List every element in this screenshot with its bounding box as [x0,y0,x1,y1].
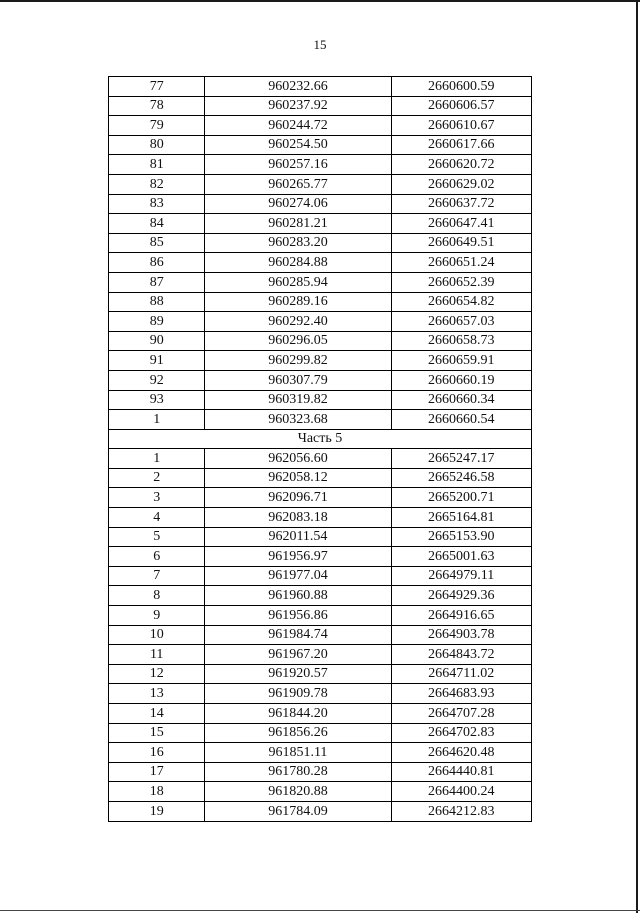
x-coordinate-cell: 960274.06 [205,194,391,214]
table-row [109,272,532,292]
point-number-cell: 13 [109,684,205,704]
scan-edge-right [636,0,638,913]
x-coordinate-cell: 960299.82 [205,351,391,371]
table-row [109,410,532,430]
table-row [109,116,532,136]
point-number-cell: 81 [109,155,205,175]
y-coordinate-cell: 2664400.24 [391,782,532,802]
table-row [109,782,532,802]
y-coordinate-cell: 2660651.24 [391,253,532,273]
x-coordinate-cell: 961967.20 [205,645,391,665]
coordinates-table [108,76,532,822]
section-title: Часть 5 [109,429,532,449]
y-coordinate-cell: 2660660.34 [391,390,532,410]
x-coordinate-cell: 960296.05 [205,331,391,351]
x-coordinate-cell: 961784.09 [205,801,391,821]
table-row [109,762,532,782]
point-number-cell: 91 [109,351,205,371]
point-number-cell: 78 [109,96,205,116]
table-row [109,468,532,488]
x-coordinate-cell: 960319.82 [205,390,391,410]
table-row [109,527,532,547]
x-coordinate-cell: 961909.78 [205,684,391,704]
point-number-cell: 17 [109,762,205,782]
table-row [109,801,532,821]
point-number-cell: 93 [109,390,205,410]
point-number-cell: 88 [109,292,205,312]
x-coordinate-cell: 962096.71 [205,488,391,508]
x-coordinate-cell: 960323.68 [205,410,391,430]
point-number-cell: 90 [109,331,205,351]
point-number-cell: 1 [109,410,205,430]
y-coordinate-cell: 2664212.83 [391,801,532,821]
table-row [109,723,532,743]
page-number: 15 [313,37,327,52]
x-coordinate-cell: 961956.97 [205,547,391,567]
x-coordinate-cell: 961856.26 [205,723,391,743]
point-number-cell: 16 [109,743,205,763]
y-coordinate-cell: 2664702.83 [391,723,532,743]
table-row [109,743,532,763]
x-coordinate-cell: 961920.57 [205,664,391,684]
y-coordinate-cell: 2664916.65 [391,606,532,626]
y-coordinate-cell: 2664843.72 [391,645,532,665]
x-coordinate-cell: 962083.18 [205,508,391,528]
y-coordinate-cell: 2665001.63 [391,547,532,567]
table-row [109,292,532,312]
point-number-cell: 12 [109,664,205,684]
y-coordinate-cell: 2664620.48 [391,743,532,763]
y-coordinate-cell: 2660600.59 [391,77,532,97]
x-coordinate-cell: 960257.16 [205,155,391,175]
x-coordinate-cell: 961844.20 [205,704,391,724]
point-number-cell: 1 [109,449,205,469]
x-coordinate-cell: 960283.20 [205,233,391,253]
x-coordinate-cell: 960284.88 [205,253,391,273]
table-row [109,155,532,175]
y-coordinate-cell: 2660649.51 [391,233,532,253]
x-coordinate-cell: 962056.60 [205,449,391,469]
x-coordinate-cell: 962011.54 [205,527,391,547]
y-coordinate-cell: 2660647.41 [391,214,532,234]
x-coordinate-cell: 961956.86 [205,606,391,626]
table-row [109,547,532,567]
scan-edge-top [0,0,640,2]
point-number-cell: 77 [109,77,205,97]
y-coordinate-cell: 2665246.58 [391,468,532,488]
point-number-cell: 80 [109,135,205,155]
table-row [109,586,532,606]
table-row [109,488,532,508]
y-coordinate-cell: 2664707.28 [391,704,532,724]
x-coordinate-cell: 960285.94 [205,272,391,292]
y-coordinate-cell: 2660654.82 [391,292,532,312]
table-row [109,508,532,528]
point-number-cell: 5 [109,527,205,547]
y-coordinate-cell: 2660606.57 [391,96,532,116]
point-number-cell: 7 [109,566,205,586]
table-row [109,645,532,665]
table-row [109,370,532,390]
point-number-cell: 6 [109,547,205,567]
x-coordinate-cell: 962058.12 [205,468,391,488]
table-row [109,449,532,469]
table-body-part-a [109,77,532,430]
table-row [109,135,532,155]
table-row [109,194,532,214]
table-row [109,77,532,97]
y-coordinate-cell: 2660652.39 [391,272,532,292]
y-coordinate-cell: 2660659.91 [391,351,532,371]
table-row [109,96,532,116]
x-coordinate-cell: 960244.72 [205,116,391,136]
y-coordinate-cell: 2665164.81 [391,508,532,528]
point-number-cell: 14 [109,704,205,724]
y-coordinate-cell: 2664929.36 [391,586,532,606]
point-number-cell: 84 [109,214,205,234]
point-number-cell: 92 [109,370,205,390]
table-row [109,566,532,586]
point-number-cell: 18 [109,782,205,802]
x-coordinate-cell: 960289.16 [205,292,391,312]
x-coordinate-cell: 961851.11 [205,743,391,763]
table-row [109,684,532,704]
x-coordinate-cell: 961960.88 [205,586,391,606]
table-row [109,253,532,273]
table-row [109,664,532,684]
y-coordinate-cell: 2660660.54 [391,410,532,430]
point-number-cell: 86 [109,253,205,273]
table-section-header [109,429,532,449]
table-row [109,351,532,371]
table-row [109,331,532,351]
point-number-cell: 4 [109,508,205,528]
scan-edge-bottom [0,910,640,911]
y-coordinate-cell: 2664683.93 [391,684,532,704]
table-row [109,704,532,724]
x-coordinate-cell: 961984.74 [205,625,391,645]
y-coordinate-cell: 2660617.66 [391,135,532,155]
y-coordinate-cell: 2664711.02 [391,664,532,684]
table-row [109,214,532,234]
y-coordinate-cell: 2665153.90 [391,527,532,547]
y-coordinate-cell: 2660660.19 [391,370,532,390]
x-coordinate-cell: 960265.77 [205,174,391,194]
point-number-cell: 8 [109,586,205,606]
y-coordinate-cell: 2664979.11 [391,566,532,586]
point-number-cell: 11 [109,645,205,665]
y-coordinate-cell: 2664440.81 [391,762,532,782]
y-coordinate-cell: 2660658.73 [391,331,532,351]
table-row [109,625,532,645]
x-coordinate-cell: 960292.40 [205,312,391,332]
table-body-part-b [109,449,532,821]
x-coordinate-cell: 960307.79 [205,370,391,390]
point-number-cell: 79 [109,116,205,136]
x-coordinate-cell: 961780.28 [205,762,391,782]
x-coordinate-cell: 960232.66 [205,77,391,97]
point-number-cell: 2 [109,468,205,488]
point-number-cell: 10 [109,625,205,645]
point-number-cell: 9 [109,606,205,626]
x-coordinate-cell: 961820.88 [205,782,391,802]
table-row [109,174,532,194]
point-number-cell: 89 [109,312,205,332]
table-row [109,233,532,253]
table-row [109,390,532,410]
point-number-cell: 82 [109,174,205,194]
y-coordinate-cell: 2660629.02 [391,174,532,194]
point-number-cell: 19 [109,801,205,821]
table-row [109,312,532,332]
x-coordinate-cell: 960237.92 [205,96,391,116]
point-number-cell: 83 [109,194,205,214]
x-coordinate-cell: 960254.50 [205,135,391,155]
y-coordinate-cell: 2665247.17 [391,449,532,469]
point-number-cell: 87 [109,272,205,292]
x-coordinate-cell: 961977.04 [205,566,391,586]
point-number-cell: 15 [109,723,205,743]
section-row [109,429,532,449]
y-coordinate-cell: 2665200.71 [391,488,532,508]
point-number-cell: 3 [109,488,205,508]
y-coordinate-cell: 2664903.78 [391,625,532,645]
x-coordinate-cell: 960281.21 [205,214,391,234]
y-coordinate-cell: 2660657.03 [391,312,532,332]
point-number-cell: 85 [109,233,205,253]
table-row [109,606,532,626]
y-coordinate-cell: 2660610.67 [391,116,532,136]
y-coordinate-cell: 2660637.72 [391,194,532,214]
y-coordinate-cell: 2660620.72 [391,155,532,175]
